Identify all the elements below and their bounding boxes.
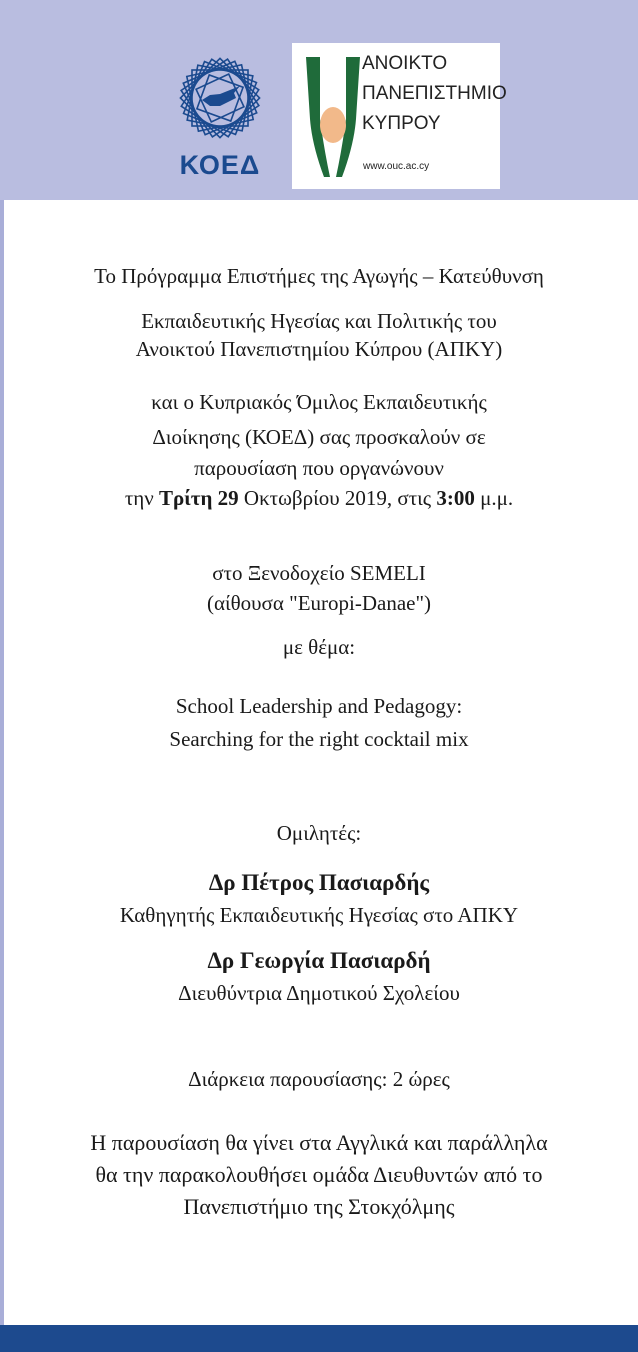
- invite-date-line: [0, 485, 638, 511]
- ouc-name-line-1: ΑΝΟΙΚΤΟ: [362, 53, 448, 74]
- left-border: [0, 200, 4, 1325]
- venue-line-2: (αίθουσα "Europi-Danae"): [206, 591, 432, 615]
- koed-logo-text: ΚΟΕΔ: [179, 150, 261, 180]
- ouc-emblem-icon: [300, 49, 366, 183]
- date-bold: Τρίτη 29: [159, 486, 239, 510]
- topic-label: με θέμα:: [282, 635, 356, 659]
- time-bold: 3:00: [436, 486, 475, 510]
- note-line-2: θα την παρακολουθήσει ομάδα Διευθυντών από το: [95, 1162, 543, 1187]
- ouc-logo: [292, 43, 507, 189]
- invite-line-3: παρουσίαση που οργανώνουν: [194, 456, 444, 480]
- speakers-heading: Ομιλητές:: [276, 821, 362, 845]
- ouc-url: www.ouc.ac.cy: [363, 161, 430, 172]
- intro-line-3: Ανοικτού Πανεπιστημίου Κύπρου (ΑΠΚΥ): [135, 337, 503, 361]
- note-line-1: Η παρουσίαση θα γίνει στα Αγγλικά και παράλληλα: [90, 1130, 548, 1155]
- speaker-2-role: Διευθύντρια Δημοτικού Σχολείου: [178, 981, 460, 1005]
- ouc-name-line-3: ΚΥΠΡΟΥ: [362, 113, 441, 134]
- speaker-1-role: Καθηγητής Εκπαιδευτικής Ηγεσίας στο ΑΠΚΥ: [119, 903, 519, 927]
- date-prefix: την: [124, 486, 160, 510]
- speaker-2-name: Δρ Γεωργία Πασιαρδή: [207, 948, 431, 973]
- date-middle: Οκτωβρίου 2019, στις: [238, 486, 437, 510]
- duration: Διάρκεια παρουσίασης: 2 ώρες: [188, 1067, 450, 1091]
- ouc-name-line-2: ΠΑΝΕΠΙΣΤΗΜΙΟ: [362, 83, 507, 104]
- topic-line-1: School Leadership and Pedagogy:: [175, 694, 463, 718]
- topic-line-2: Searching for the right cocktail mix: [169, 727, 469, 751]
- note-line-3: Πανεπιστήμιο της Στοκχόλμης: [183, 1194, 455, 1219]
- footer-bar: [0, 1325, 638, 1352]
- intro-line-1: Το Πρόγραμμα Επιστήμες της Αγωγής – Κατεύθυνση: [94, 264, 544, 288]
- speaker-1-name: Δρ Πέτρος Πασιαρδής: [208, 870, 430, 895]
- invite-line-1: και ο Κυπριακός Όμιλος Εκπαιδευτικής: [151, 390, 487, 414]
- intro-line-2: Εκπαιδευτικής Ηγεσίας και Πολιτικής του: [141, 309, 497, 333]
- invite-line-2: Διοίκησης (ΚΟΕΔ) σας προσκαλούν σε: [152, 425, 486, 449]
- venue-line-1: στο Ξενοδοχείο SEMELI: [212, 561, 426, 585]
- time-suffix: μ.μ.: [474, 486, 514, 510]
- cyprus-map-icon: [202, 86, 240, 106]
